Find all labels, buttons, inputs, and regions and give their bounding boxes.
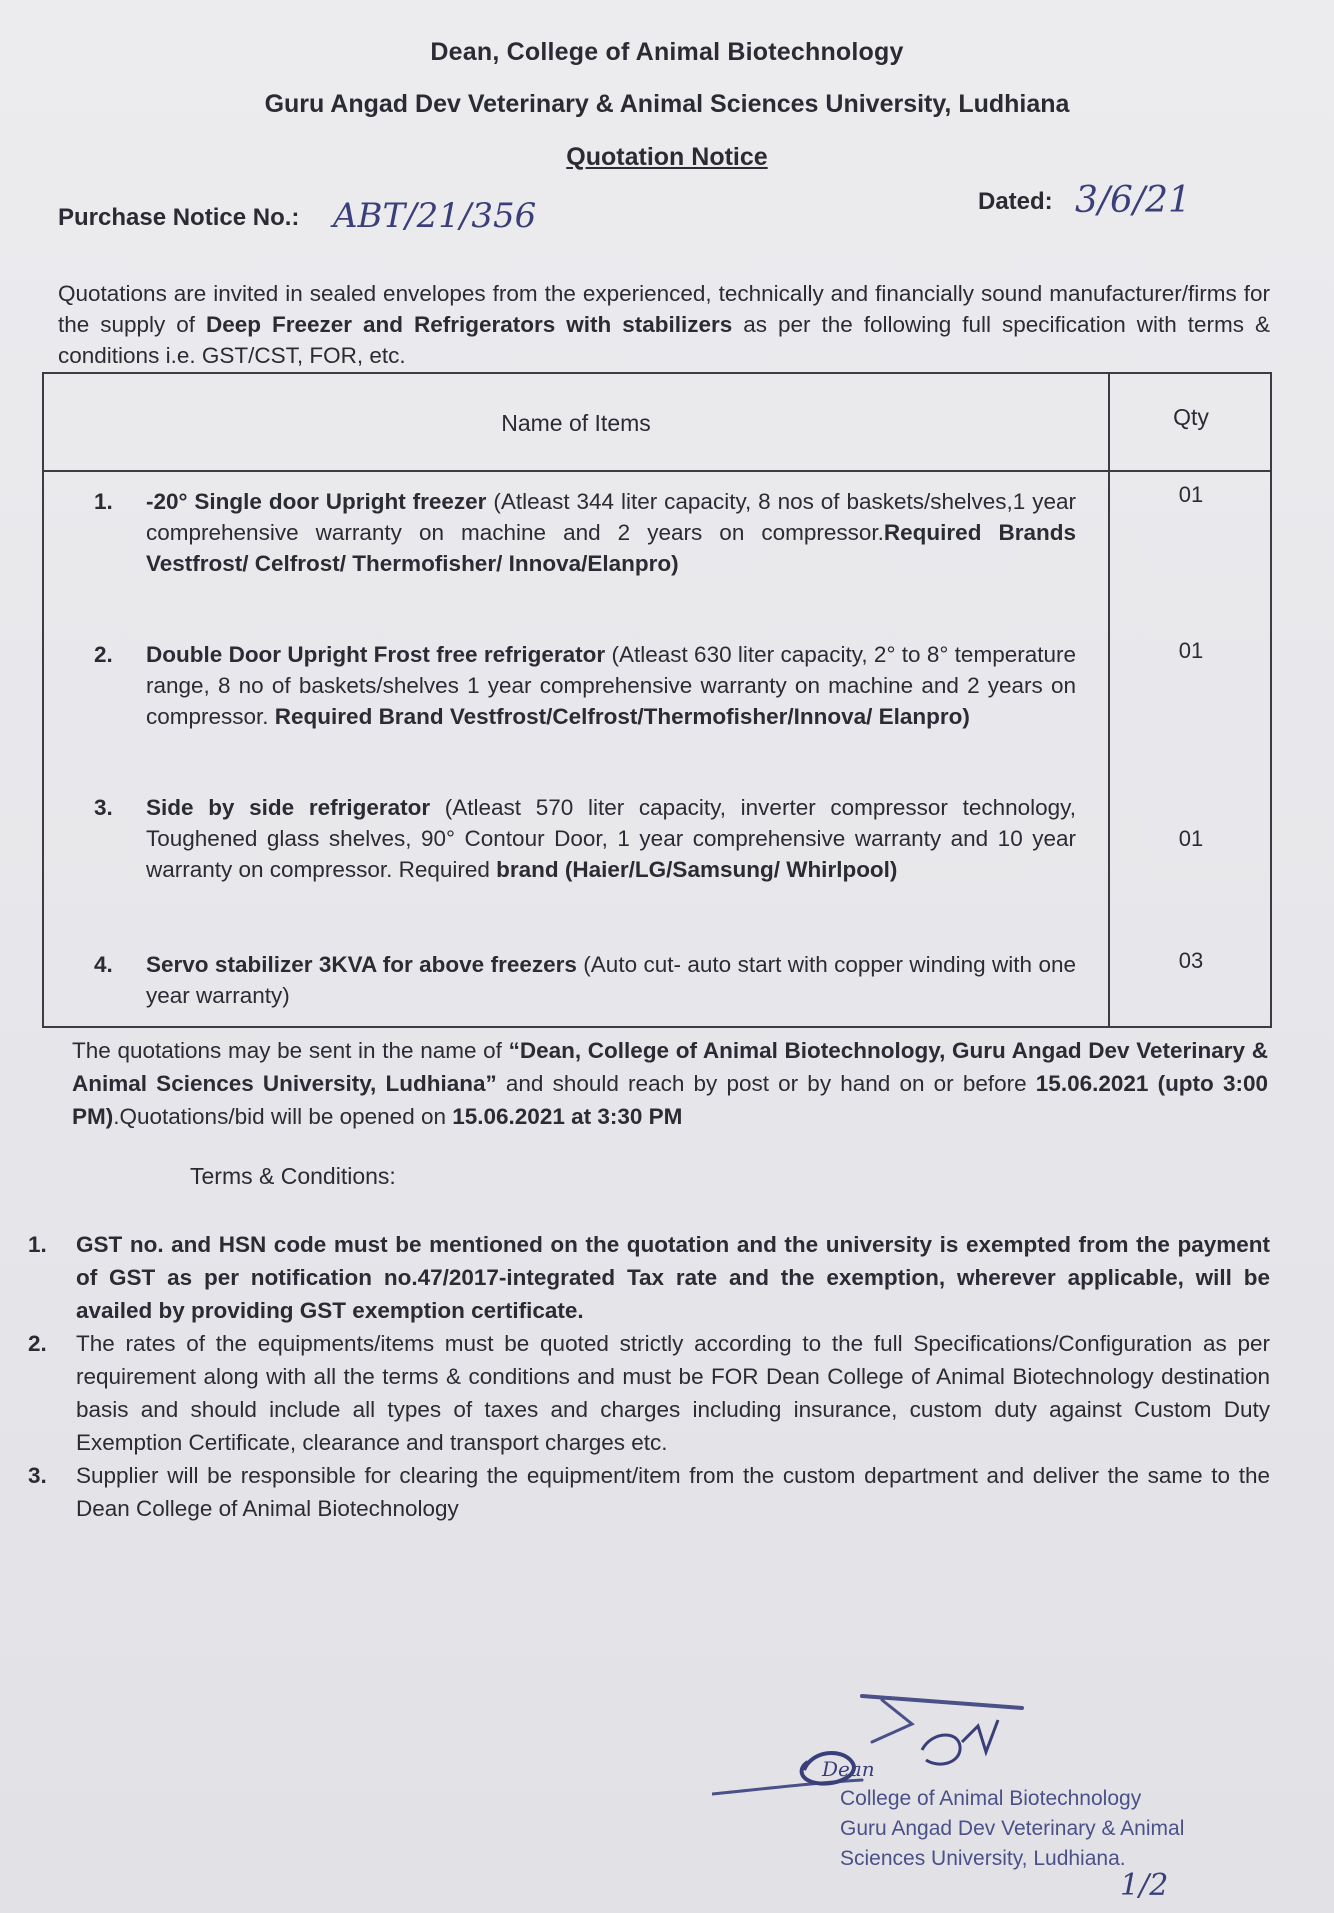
- column-header-qty: Qty: [1173, 404, 1209, 430]
- official-stamp: [840, 1784, 1184, 1874]
- stamp-line-university: Guru Angad Dev Veterinary & Animal: [840, 1817, 1185, 1840]
- item-number: 4.: [94, 952, 113, 977]
- dated-value: 3/6/21: [1075, 180, 1191, 221]
- item-spec: (Atleast 344 liter capacity, 8 nos of baskets/shelves,1 year comprehensive warranty on machine and 2 years on compressor.: [146, 489, 1076, 545]
- purchase-notice-number: ABT/21/356: [333, 196, 537, 236]
- signature-dean-text: Dean: [822, 1757, 875, 1781]
- opening-date: 15.06.2021 at 3:30 PM: [452, 1104, 683, 1129]
- term-number: 1.: [28, 1232, 47, 1257]
- submission-deadline: 15.06.2021 (upto 3:00 PM): [72, 1071, 1268, 1129]
- table-row-item-3: [94, 792, 1076, 885]
- table-row-item-1: [94, 486, 1076, 579]
- submission-text-1: The quotations may be sent in the name of: [72, 1038, 509, 1063]
- term-item-3: [28, 1459, 1270, 1525]
- column-header-name: Name of Items: [501, 410, 651, 436]
- item-brands: Required Brand Vestfrost/Celfrost/Thermofisher/Innova/ Elanpro): [274, 704, 970, 729]
- table-header-divider: [44, 470, 1270, 472]
- terms-heading: Terms & Conditions:: [190, 1163, 396, 1189]
- item-2-qty: 01: [1178, 638, 1204, 663]
- item-1-qty: 01: [1178, 482, 1204, 507]
- intro-text-1: Quotations are invited in sealed envelopes from the experienced, technically and financially sound manufacturer/firms for the supply of: [58, 281, 1270, 337]
- item-brands: brand (Haier/LG/Samsung/ Whirlpool): [496, 857, 898, 882]
- items-table: [42, 372, 1272, 1028]
- item-name: Servo stabilizer 3KVA for above freezers: [146, 952, 577, 977]
- intro-text-bold: Deep Freezer and Refrigerators with stabilizers: [206, 312, 733, 337]
- page-mark: 1/2: [1120, 1868, 1169, 1903]
- item-number: 2.: [94, 642, 113, 667]
- item-brands: Required Brands Vestfrost/ Celfrost/ Thermofisher/ Innova/Elanpro): [146, 520, 1076, 576]
- item-name: Double Door Upright Frost free refrigerator: [146, 642, 606, 667]
- header-line-university: Guru Angad Dev Veterinary & Animal Sciences University, Ludhiana: [264, 90, 1070, 118]
- item-3-qty: 01: [1178, 826, 1204, 851]
- item-number: 3.: [94, 795, 113, 820]
- term-text: Supplier will be responsible for clearing the equipment/item from the custom department and deliver the same to the Dean College of Animal Biotechnology: [76, 1463, 1270, 1521]
- intro-paragraph: [58, 278, 1270, 371]
- item-spec: (Atleast 570 liter capacity, inverter compressor technology, Toughened glass shelves, 90° Contour Door, 1 year comprehensive warranty and 10 year warranty on compressor. Required: [146, 795, 1076, 882]
- term-number: 3.: [28, 1463, 47, 1488]
- stamp-line-college: College of Animal Biotechnology: [840, 1787, 1142, 1810]
- item-spec: (Auto cut- auto start with copper winding with one year warranty): [146, 952, 1076, 1008]
- dated-label: Dated:: [978, 188, 1053, 215]
- term-number: 2.: [28, 1331, 47, 1356]
- term-text: The rates of the equipments/items must be quoted strictly according to the full Specifications/Configuration as per requirement along with all the terms & conditions and must be FOR Dean College of Animal Biotechnology destination basis and should include all types of taxes and charges including insurance, custom duty against Custom Duty Exemption Certificate, clearance and transport charges etc.: [76, 1331, 1270, 1455]
- item-number: 1.: [94, 489, 113, 514]
- term-item-1: [28, 1228, 1270, 1327]
- stamp-line-location: Sciences University, Ludhiana.: [840, 1847, 1126, 1870]
- item-spec: (Atleast 630 liter capacity, 2° to 8° temperature range, 8 no of baskets/shelves 1 year comprehensive warranty on machine and 2 years on compressor.: [146, 642, 1076, 729]
- submission-addressee: “Dean, College of Animal Biotechnology, Guru Angad Dev Veterinary & Animal Sciences University, Ludhiana”: [72, 1038, 1268, 1096]
- item-name: -20° Single door Upright freezer: [146, 489, 487, 514]
- item-4-qty: 03: [1178, 948, 1204, 973]
- terms-list: [28, 1228, 1270, 1525]
- header-line-dean: Dean, College of Animal Biotechnology: [430, 38, 904, 66]
- intro-text-2: as per the following full specification with terms & conditions i.e. GST/CST, FOR, etc.: [58, 312, 1270, 368]
- item-name: Side by side refrigerator: [146, 795, 431, 820]
- table-row-item-4: [94, 949, 1076, 1011]
- page-title: Quotation Notice: [566, 143, 768, 171]
- submission-paragraph: [72, 1034, 1268, 1133]
- submission-text-2: and should reach by post or by hand on or before: [496, 1071, 1036, 1096]
- table-row-item-2: [94, 639, 1076, 732]
- term-item-2: [28, 1327, 1270, 1459]
- submission-text-3: .Quotations/bid will be opened on: [113, 1104, 453, 1129]
- purchase-notice-label: Purchase Notice No.:: [58, 204, 300, 231]
- term-text: GST no. and HSN code must be mentioned on the quotation and the university is exempted from the payment of GST as per notification no.47/2017-integrated Tax rate and the exemption, wherever applicable, will be availed by providing GST exemption certificate.: [76, 1232, 1270, 1323]
